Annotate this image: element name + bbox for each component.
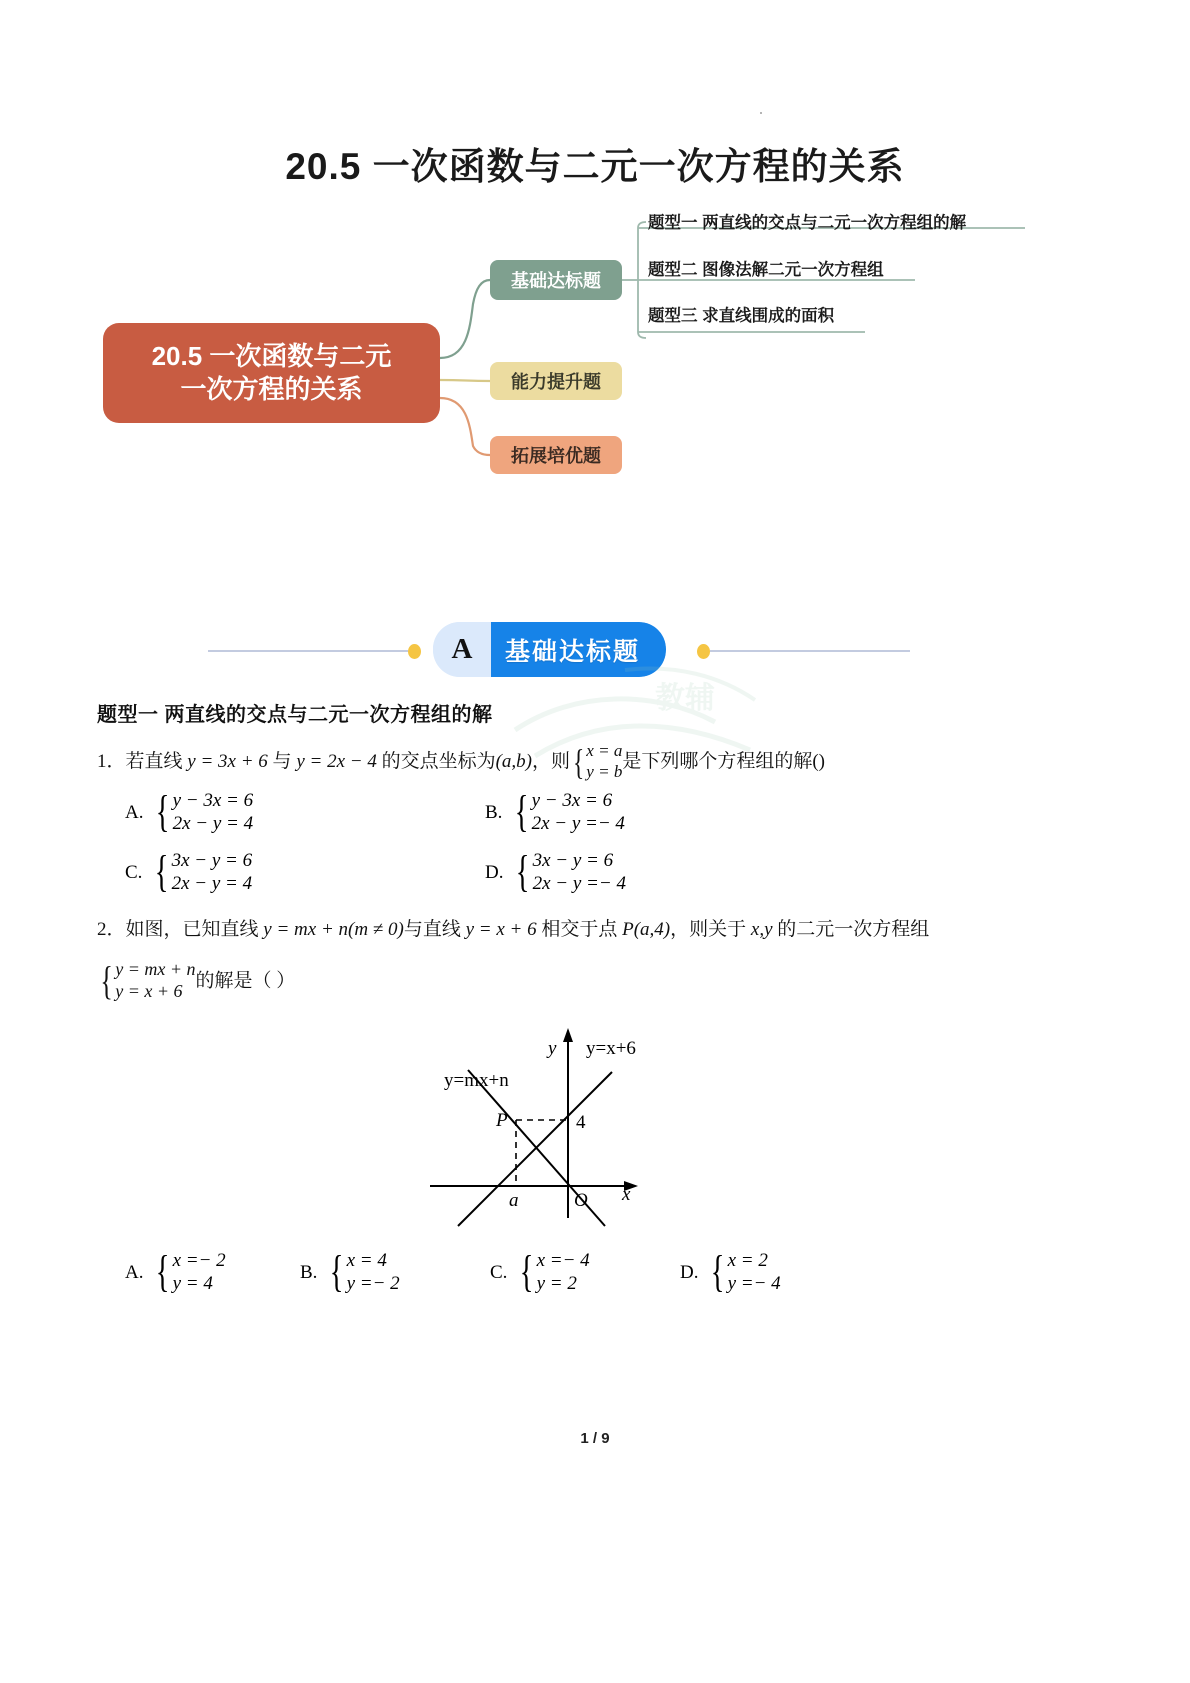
mindmap-root-line1: 20.5 一次函数与二元 xyxy=(151,340,392,371)
q1-eq2: y = 2x − 4 xyxy=(296,751,377,773)
mindmap-root-line2: 一次方程的关系 xyxy=(180,374,363,404)
mindmap-branch-ability xyxy=(490,362,622,400)
q2-eq1: y = mx + n(m ≠ 0) xyxy=(263,919,404,940)
mindmap-leaf-type2: 题型二 图像法解二元一次方程组 xyxy=(648,261,884,279)
q1-eq1: y = 3x + 6 xyxy=(187,751,268,773)
question-type-heading: 题型一 两直线的交点与二元一次方程组的解 xyxy=(97,704,493,726)
band-dot-right xyxy=(697,644,710,659)
line1-label: y=mx+n xyxy=(444,1070,509,1091)
q2-option-b-row2: y =− 2 xyxy=(346,1273,400,1295)
mindmap-branch-basic xyxy=(490,260,622,300)
option-a-row1: y − 3x = 6 xyxy=(172,790,254,811)
q2-point: P(a,4) xyxy=(622,919,671,940)
section-badge xyxy=(433,622,666,677)
q2-number: 2． xyxy=(97,919,126,940)
mindmap-diagram xyxy=(95,198,1055,498)
mindmap-branch-label: 拓展培优题 xyxy=(511,446,601,466)
q2-eq2: y = x + 6 xyxy=(465,919,537,940)
option-b-row2: 2x − y =− 4 xyxy=(531,813,625,835)
y-axis-arrow xyxy=(563,1028,573,1042)
mindmap-branch-label: 基础达标题 xyxy=(511,271,601,291)
q1-tail: 是下列哪个方程组的解() xyxy=(622,751,825,773)
q2-option-a-row1: x =− 2 xyxy=(172,1250,226,1271)
q2-stem-p4: ，则关于 xyxy=(670,919,751,940)
y-axis-label: y xyxy=(548,1038,557,1059)
option-a-row2: 2x − y = 4 xyxy=(172,813,254,835)
q2-stem-p1: 如图，已知直线 xyxy=(125,919,264,940)
q1-number: 1． xyxy=(97,751,126,773)
x-axis-label: x xyxy=(622,1184,631,1205)
question-2-stem xyxy=(97,916,929,945)
q1-sys-row2: y = b xyxy=(586,761,623,781)
q2-option-b-row1: x = 4 xyxy=(346,1250,387,1271)
q1-stem-before: 若直线 xyxy=(125,751,188,773)
q2-system: { y = mx + n y = x + 6 xyxy=(100,957,196,1003)
q2-vars: x,y xyxy=(750,919,773,940)
q1-point: (a,b) xyxy=(495,751,532,773)
q2-option-c-row1: x =− 4 xyxy=(536,1250,590,1271)
line2-label: y=x+6 xyxy=(586,1038,636,1059)
q2-option-a[interactable]: A. { x =− 2 y = 4 xyxy=(125,1247,226,1297)
q1-mid2: 的交点坐标为 xyxy=(376,751,496,773)
mindmap-branch-extension xyxy=(490,436,622,474)
a-label: a xyxy=(509,1190,519,1211)
question-1-stem xyxy=(97,742,825,783)
q2-option-d-row2: y =− 4 xyxy=(727,1273,781,1295)
coordinate-graph-figure xyxy=(400,1018,720,1233)
q2-tail: 的解是（ ） xyxy=(195,970,296,992)
q2-option-c-row2: y = 2 xyxy=(536,1273,577,1295)
watermark-text: 教辅 xyxy=(655,682,715,715)
question-2-stem-line2 xyxy=(97,957,296,1004)
option-c-label: C. xyxy=(125,862,143,884)
band-line-right xyxy=(710,650,910,652)
option-b[interactable]: B. { y − 3x = 6 2x − y =− 4 xyxy=(485,787,625,837)
option-c-row1: 3x − y = 6 xyxy=(171,850,253,871)
q2-option-d[interactable]: D. { x = 2 y =− 4 xyxy=(680,1247,781,1297)
q2-option-c[interactable]: C. { x =− 4 y = 2 xyxy=(490,1247,590,1297)
mindmap-leaf-type3: 题型三 求直线围成的面积 xyxy=(648,307,835,325)
stray-dot xyxy=(760,112,762,114)
option-d-label: D. xyxy=(485,862,504,884)
coordinate-graph-svg xyxy=(400,1018,720,1233)
page-footer: 1 / 9 xyxy=(580,1430,610,1447)
page-title: 20.5 一次函数与二元一次方程的关系 xyxy=(285,146,905,187)
section-badge-band xyxy=(0,622,1190,680)
q1-mid3: ，则 xyxy=(532,751,571,773)
option-b-label: B. xyxy=(485,802,503,824)
q2-option-d-row1: x = 2 xyxy=(727,1250,768,1271)
option-a[interactable]: A. { y − 3x = 6 2x − y = 4 xyxy=(125,787,254,837)
value-4-label: 4 xyxy=(576,1112,586,1133)
q2-option-a-label: A. xyxy=(125,1262,144,1284)
option-c-row2: 2x − y = 4 xyxy=(171,873,253,895)
q2-stem-p3: 相交于点 xyxy=(536,919,623,940)
q2-option-a-row2: y = 4 xyxy=(172,1273,213,1295)
option-c[interactable]: C. { 3x − y = 6 2x − y = 4 xyxy=(125,847,253,897)
option-d-row1: 3x − y = 6 xyxy=(532,850,614,871)
band-dot-left xyxy=(408,644,421,659)
q2-sys-row1: y = mx + n xyxy=(115,959,196,979)
q2-sys-row2: y = x + 6 xyxy=(115,980,183,1001)
section-letter: A xyxy=(433,622,491,677)
q2-option-d-label: D. xyxy=(680,1262,699,1284)
q2-stem-p2: 与直线 xyxy=(403,919,466,940)
q1-sys-row1: x = a xyxy=(586,741,623,760)
mindmap-leaf-type1: 题型一 两直线的交点与二元一次方程组的解 xyxy=(648,214,967,232)
q2-option-b[interactable]: B. { x = 4 y =− 2 xyxy=(300,1247,400,1297)
q2-option-c-label: C. xyxy=(490,1262,508,1284)
option-a-label: A. xyxy=(125,802,144,824)
q2-stem-p5: 的二元一次方程组 xyxy=(772,919,930,940)
option-b-row1: y − 3x = 6 xyxy=(531,790,613,811)
section-label: 基础达标题 xyxy=(491,622,666,677)
point-p-label: P xyxy=(496,1110,508,1131)
q2-option-b-label: B. xyxy=(300,1262,318,1284)
option-d-row2: 2x − y =− 4 xyxy=(532,873,626,895)
q1-system: { x = a y = b xyxy=(573,741,623,782)
q1-mid1: 与 xyxy=(267,751,297,773)
mindmap-root-node xyxy=(103,323,440,423)
line-y-equals-x-plus-6 xyxy=(458,1072,612,1226)
option-d[interactable]: D. { 3x − y = 6 2x − y =− 4 xyxy=(485,847,626,897)
origin-label: O xyxy=(574,1190,588,1211)
mindmap-branch-label: 能力提升题 xyxy=(511,372,601,392)
band-line-left xyxy=(208,650,408,652)
